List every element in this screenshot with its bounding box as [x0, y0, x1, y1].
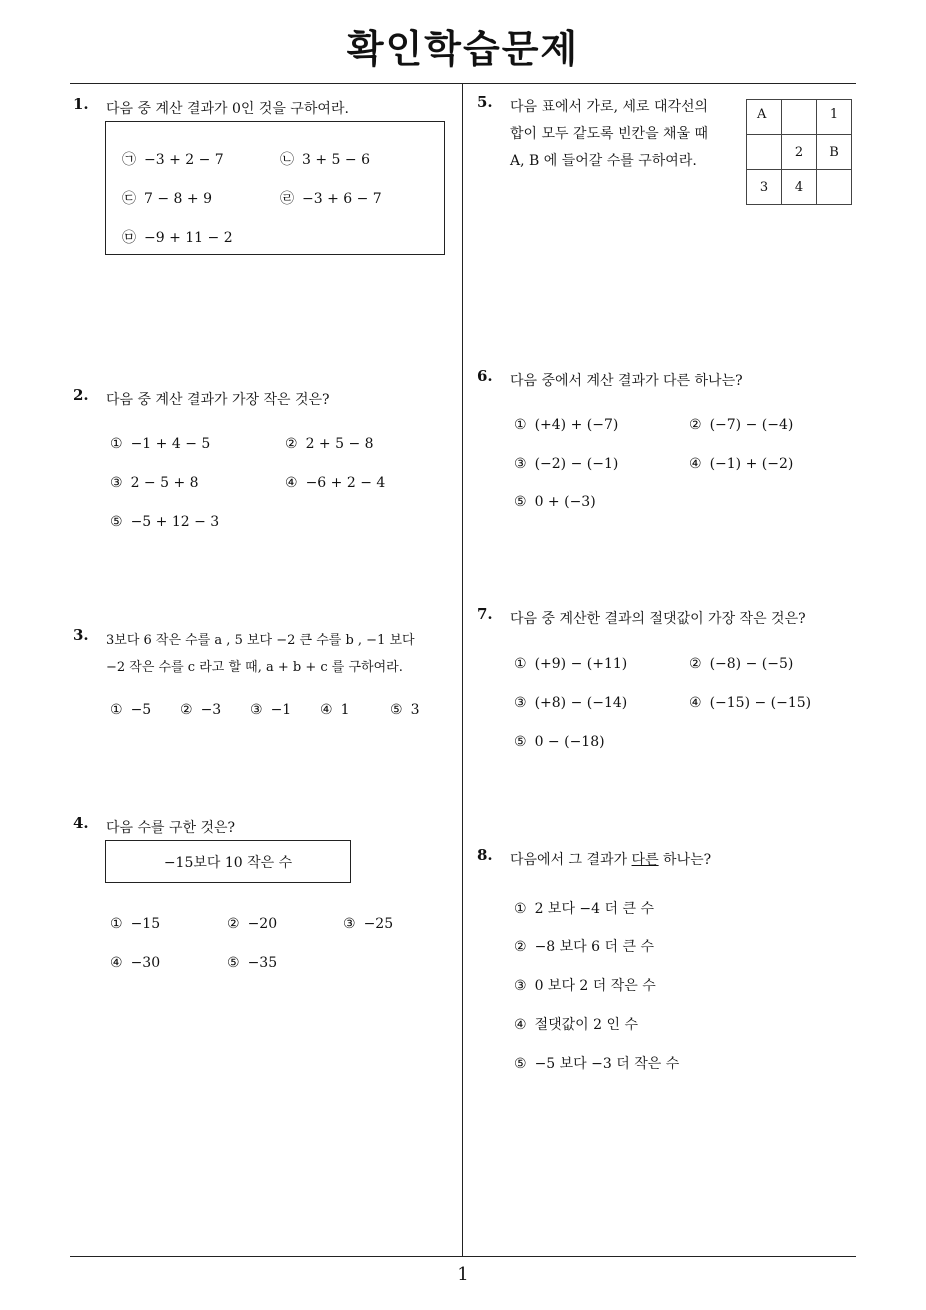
option-3[interactable]: ③ −1 — [250, 702, 292, 718]
grid-cell: 3 — [747, 170, 782, 205]
option-4[interactable]: ④ 1 — [320, 702, 350, 718]
bottom-divider — [70, 1256, 856, 1257]
option-1[interactable]: ① −15 — [110, 916, 161, 932]
question-text: 다음 중 계산한 결과의 절댓값이 가장 작은 것은? — [510, 611, 806, 627]
grid-cell: A — [747, 100, 782, 135]
option-4[interactable]: ④ −6 + 2 − 4 — [285, 475, 386, 491]
option-1[interactable]: ① −1 + 4 − 5 — [110, 436, 211, 452]
question-4 — [73, 814, 458, 979]
option-5[interactable]: ⑤ 0 − (−18) — [514, 734, 605, 750]
question-number: 5. — [477, 93, 493, 111]
option-5[interactable]: ⑤ −35 — [227, 955, 278, 971]
option-5[interactable]: ⑤ 0 + (−3) — [514, 494, 596, 510]
question-number: 2. — [73, 386, 89, 404]
grid-cell: 4 — [782, 170, 817, 205]
question-1 — [73, 95, 453, 265]
option-1[interactable]: ① 2 보다 −4 더 큰 수 — [514, 901, 654, 917]
question-number: 6. — [477, 367, 493, 385]
question-3 — [73, 626, 458, 736]
option-4[interactable]: ④ −30 — [110, 955, 161, 971]
grid-cell — [782, 100, 817, 135]
grid-cell — [817, 170, 852, 205]
question-6 — [477, 367, 857, 517]
question-5 — [477, 93, 857, 213]
option-1[interactable]: ① (+4) + (−7) — [514, 417, 619, 433]
grid-cell: B — [817, 135, 852, 170]
question-text: 다음에서 그 결과가 다른 하나는? — [510, 852, 712, 868]
option-2[interactable]: ② (−8) − (−5) — [689, 656, 794, 672]
option-3[interactable]: ③ 2 − 5 + 8 — [110, 475, 199, 491]
question-text: 다음 표에서 가로, 세로 대각선의 합이 모두 같도록 빈칸을 채울 때 A, B 에 들어갈 수를 구하여라. — [510, 99, 709, 169]
condition-box — [105, 840, 351, 883]
option-2[interactable]: ② −3 — [180, 702, 222, 718]
option-2[interactable]: ② −8 보다 6 더 큰 수 — [514, 939, 654, 955]
page-number: 1 — [457, 1264, 469, 1285]
magic-square-grid — [746, 99, 852, 205]
option-5[interactable]: ⑤ −5 + 12 − 3 — [110, 514, 220, 530]
option-1[interactable]: ① (+9) − (+11) — [514, 656, 628, 672]
question-number: 8. — [477, 846, 493, 864]
option-2[interactable]: ② −20 — [227, 916, 278, 932]
option-5[interactable]: ⑤ 3 — [390, 702, 420, 718]
option-4[interactable]: ④ (−15) − (−15) — [689, 695, 812, 711]
question-number: 1. — [73, 95, 89, 113]
option-1[interactable]: ① −5 — [110, 702, 152, 718]
grid-cell: 2 — [782, 135, 817, 170]
question-text: 다음 수를 구한 것은? — [106, 820, 236, 836]
column-divider — [462, 84, 463, 1256]
question-number: 7. — [477, 605, 493, 623]
option-4[interactable]: ④ (−1) + (−2) — [689, 456, 794, 472]
question-8 — [477, 846, 857, 1076]
question-text: 다음 중에서 계산 결과가 다른 하나는? — [510, 373, 743, 389]
option-3[interactable]: ③ (+8) − (−14) — [514, 695, 628, 711]
option-5[interactable]: ⑤ −5 보다 −3 더 작은 수 — [514, 1056, 680, 1072]
question-number: 3. — [73, 626, 89, 644]
question-number: 4. — [73, 814, 89, 832]
option-3[interactable]: ㉢ 7 − 8 + 9 — [122, 191, 212, 207]
option-3[interactable]: ③ (−2) − (−1) — [514, 456, 619, 472]
option-1[interactable]: ㉠ −3 + 2 − 7 — [122, 152, 224, 168]
question-text: 다음 중 계산 결과가 0인 것을 구하여라. — [106, 101, 349, 117]
question-text: 3보다 6 작은 수를 a , 5 보다 −2 큰 수를 b , −1 보다 −2 작은 수를 c 라고 할 때, a + b + c 를 구하여라. — [106, 633, 415, 675]
question-2 — [73, 386, 453, 536]
question-text: 다음 중 계산 결과가 가장 작은 것은? — [106, 392, 330, 408]
option-2[interactable]: ② 2 + 5 − 8 — [285, 436, 374, 452]
option-4[interactable]: ㉣ −3 + 6 − 7 — [280, 191, 382, 207]
option-3[interactable]: ③ −25 — [343, 916, 394, 932]
page-title: 확인학습문제 — [346, 27, 580, 71]
grid-cell — [747, 135, 782, 170]
grid-cell: 1 — [817, 100, 852, 135]
condition-text: −15보다 10 작은 수 — [163, 854, 293, 871]
option-5[interactable]: ㉤ −9 + 11 − 2 — [122, 230, 233, 246]
option-4[interactable]: ④ 절댓값이 2 인 수 — [514, 1017, 638, 1033]
option-3[interactable]: ③ 0 보다 2 더 작은 수 — [514, 978, 656, 994]
top-divider — [70, 83, 856, 84]
question-7 — [477, 605, 857, 755]
option-2[interactable]: ② (−7) − (−4) — [689, 417, 794, 433]
emphasis-underline: 다른 — [631, 852, 659, 868]
option-2[interactable]: ㉡ 3 + 5 − 6 — [280, 152, 370, 168]
options-box — [105, 121, 445, 255]
